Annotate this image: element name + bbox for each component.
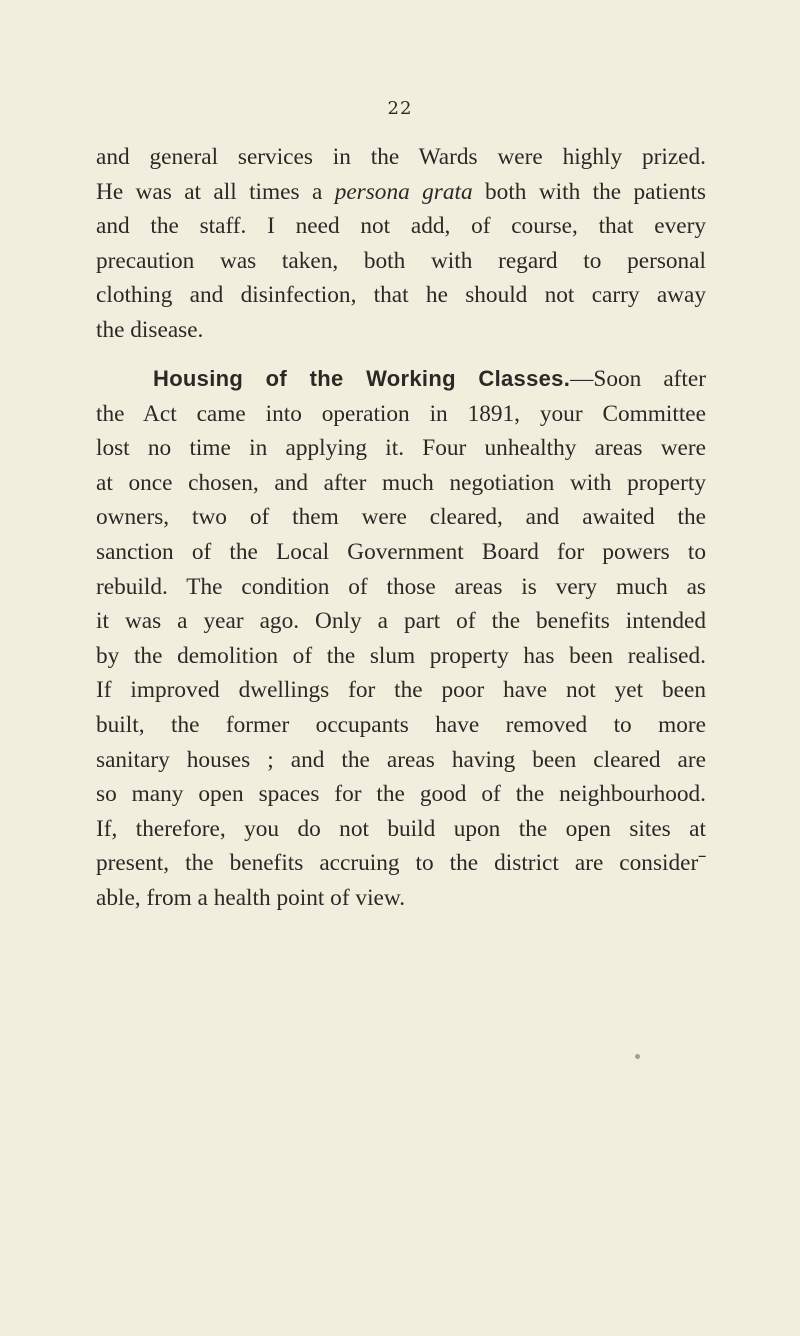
- text-segment: both with the patients: [472, 178, 706, 205]
- text-line: by the demolition of the slum property has been realised.: [96, 642, 706, 669]
- page-number: 22: [387, 98, 413, 119]
- text-line: and general services in the Wards were highly prized.: [96, 144, 706, 170]
- text-line: [96, 175, 706, 210]
- text-line: owners, two of them were cleared, and awaited the: [96, 504, 706, 531]
- text-line: clothing and disinfection, that he should not carry away: [96, 282, 706, 309]
- section-heading: Housing of the Working Classes.: [153, 366, 571, 391]
- text-line: built, the former occupants have removed to more: [96, 711, 706, 738]
- text-segment: —Soon after: [570, 366, 706, 392]
- text-line: rebuild. The condition of those areas is very much as: [96, 573, 706, 600]
- paragraph-patient-service: [96, 140, 706, 348]
- text-segment: He was at all times a: [96, 178, 335, 205]
- text-line: sanction of the Local Government Board for powers to: [96, 538, 706, 565]
- text-line: sanitary houses ; and the areas having been cleared are: [96, 746, 706, 773]
- text-line: If improved dwellings for the poor have not yet been: [96, 677, 706, 704]
- italic-phrase: persona grata: [334, 178, 473, 205]
- text-line: lost no time in applying it. Four unhealthy areas were: [96, 435, 706, 462]
- text-line: precaution was taken, both with regard to personal: [96, 247, 706, 274]
- text-line: it was a year ago. Only a part of the benefits intended: [96, 608, 706, 635]
- text-line: present, the benefits accruing to the district are considerˉ: [96, 850, 706, 877]
- text-line: the disease.: [96, 316, 204, 343]
- text-line: at once chosen, and after much negotiation with property: [96, 469, 706, 496]
- text-line: If, therefore, you do not build upon the open sites at: [96, 815, 706, 842]
- text-line: so many open spaces for the good of the neighbourhood.: [96, 781, 706, 808]
- text-line: able, from a health point of view.: [96, 884, 406, 911]
- text-line: [96, 362, 706, 397]
- text-line: and the staff. I need not add, of course, that every: [96, 213, 706, 240]
- paper-speck: [635, 1054, 640, 1059]
- paragraph-housing: [96, 362, 706, 916]
- text-line: the Act came into operation in 1891, your Committee: [96, 400, 706, 427]
